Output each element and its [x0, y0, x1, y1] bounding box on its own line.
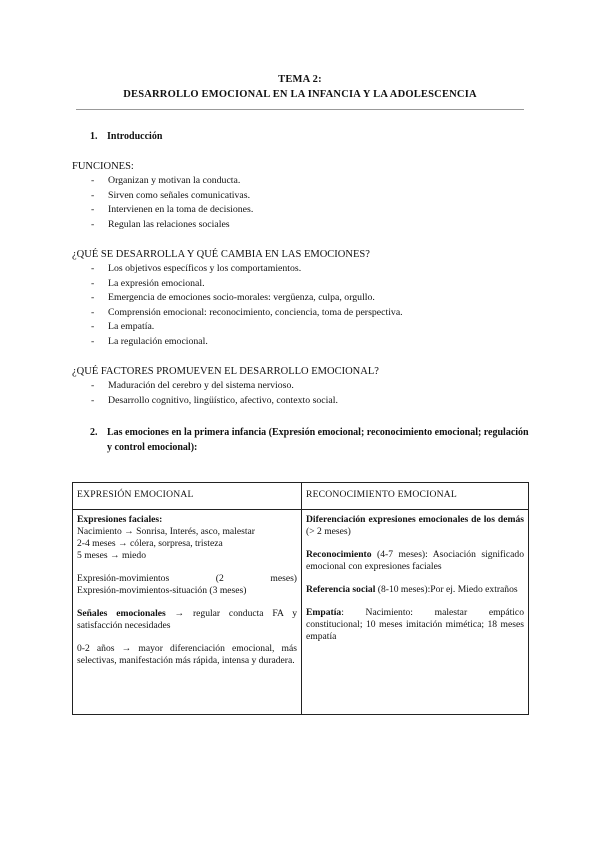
list-item: - La regulación emocional. — [91, 335, 208, 347]
factores-list — [72, 379, 527, 408]
document-title-line2: DESARROLLO EMOCIONAL EN LA INFANCIA Y LA ADOLESCENCIA — [123, 89, 477, 100]
list-item: - Desarrollo cognitivo, lingüístico, afectivo, contexto social. — [91, 394, 338, 406]
col-header-expresion: EXPRESIÓN EMOCIONAL — [73, 483, 302, 510]
table-header-row — [73, 483, 529, 510]
emotions-table — [72, 482, 529, 715]
funciones-heading: FUNCIONES: — [72, 161, 134, 172]
mov-line: Expresión-movimientos (2 meses) — [77, 573, 297, 584]
exp-line: 5 meses → miedo — [77, 550, 147, 561]
senales-title: Señales emocionales — [77, 608, 166, 619]
reconocimiento: Reconocimiento (4-7 meses): Asociación significado emocional con expresiones faciales — [306, 549, 524, 572]
list-item: - Comprensión emocional: reconocimiento, conciencia, toma de perspectiva. — [91, 306, 403, 318]
mov-line: Expresión-movimientos-situación (3 meses) — [77, 585, 247, 596]
cell-reconocimiento — [302, 510, 529, 715]
desarrolla-heading: ¿QUÉ SE DESARROLLA Y QUÉ CAMBIA EN LAS EMOCIONES? — [72, 249, 370, 260]
referencia-social: Referencia social (8-10 meses):Por ej. Miedo extraños — [306, 584, 518, 595]
section1-title: Introducción — [107, 131, 163, 142]
exp-line: Nacimiento → Sonrisa, Interés, asco, malestar — [77, 526, 255, 537]
header-divider — [76, 109, 524, 110]
col-header-reconocimiento: RECONOCIMIENTO EMOCIONAL — [302, 483, 529, 510]
empatia-title: Empatía — [306, 607, 342, 618]
list-item: - Regulan las relaciones sociales — [91, 218, 230, 230]
section1-heading — [90, 131, 162, 142]
list-item: - Maduración del cerebro y del sistema nervioso. — [91, 380, 294, 391]
list-item: - Emergencia de emociones socio-morales: vergüenza, culpa, orgullo. — [91, 292, 375, 304]
empatia: Empatía: Nacimiento: malestar empático constitucional; 10 meses imitación mimética; 18 meses empatía — [306, 607, 524, 642]
diferenciacion: Diferenciación expresiones emocionales de los demás (> 2 meses) — [306, 514, 524, 537]
senales-emocionales — [77, 608, 297, 632]
diferenciacion-title: Diferenciación expresiones emocionales de los demás — [306, 514, 524, 525]
table-row — [73, 510, 529, 715]
expresion-movimientos — [77, 573, 297, 597]
list-item: - Sirven como señales comunicativas. — [91, 189, 251, 201]
funciones-list — [72, 174, 527, 232]
section2-title: Las emociones en la primera infancia (Expresión emocional; reconocimiento emocional; regulación y control emocional): — [107, 427, 529, 453]
desarrolla-block — [72, 247, 527, 350]
funciones-block — [72, 159, 527, 232]
section2-number: 2. — [90, 427, 98, 438]
edad-diferenciacion: 0-2 años → mayor diferenciación emocional, más selectivas, manifestación más rápida, intensa y duradera. — [77, 643, 297, 666]
document-title-line1: TEMA 2: — [278, 74, 322, 85]
reconocimiento-title: Reconocimiento — [306, 549, 372, 560]
list-item: - La expresión emocional. — [91, 277, 205, 289]
list-item: - Los objetivos específicos y los comportamientos. — [91, 263, 302, 274]
cell-expresion — [73, 510, 302, 715]
desarrolla-list — [72, 262, 527, 350]
expresiones-title: Expresiones faciales: — [77, 514, 163, 525]
factores-block — [72, 364, 527, 408]
list-item: - Organizan y motivan la conducta. — [91, 175, 241, 186]
exp-line: 2-4 meses → cólera, sorpresa, tristeza — [77, 538, 223, 549]
section2-heading — [90, 425, 530, 455]
expresiones-faciales — [77, 514, 297, 562]
list-item: - Intervienen en la toma de decisiones. — [91, 204, 254, 216]
factores-heading: ¿QUÉ FACTORES PROMUEVEN EL DESARROLLO EMOCIONAL? — [72, 366, 379, 377]
list-item: - La empatía. — [91, 321, 155, 333]
referencia-title: Referencia social — [306, 584, 376, 595]
section1-number: 1. — [90, 131, 98, 142]
senales-text: → regular conducta FA y satisfacción necesidades — [77, 608, 297, 631]
